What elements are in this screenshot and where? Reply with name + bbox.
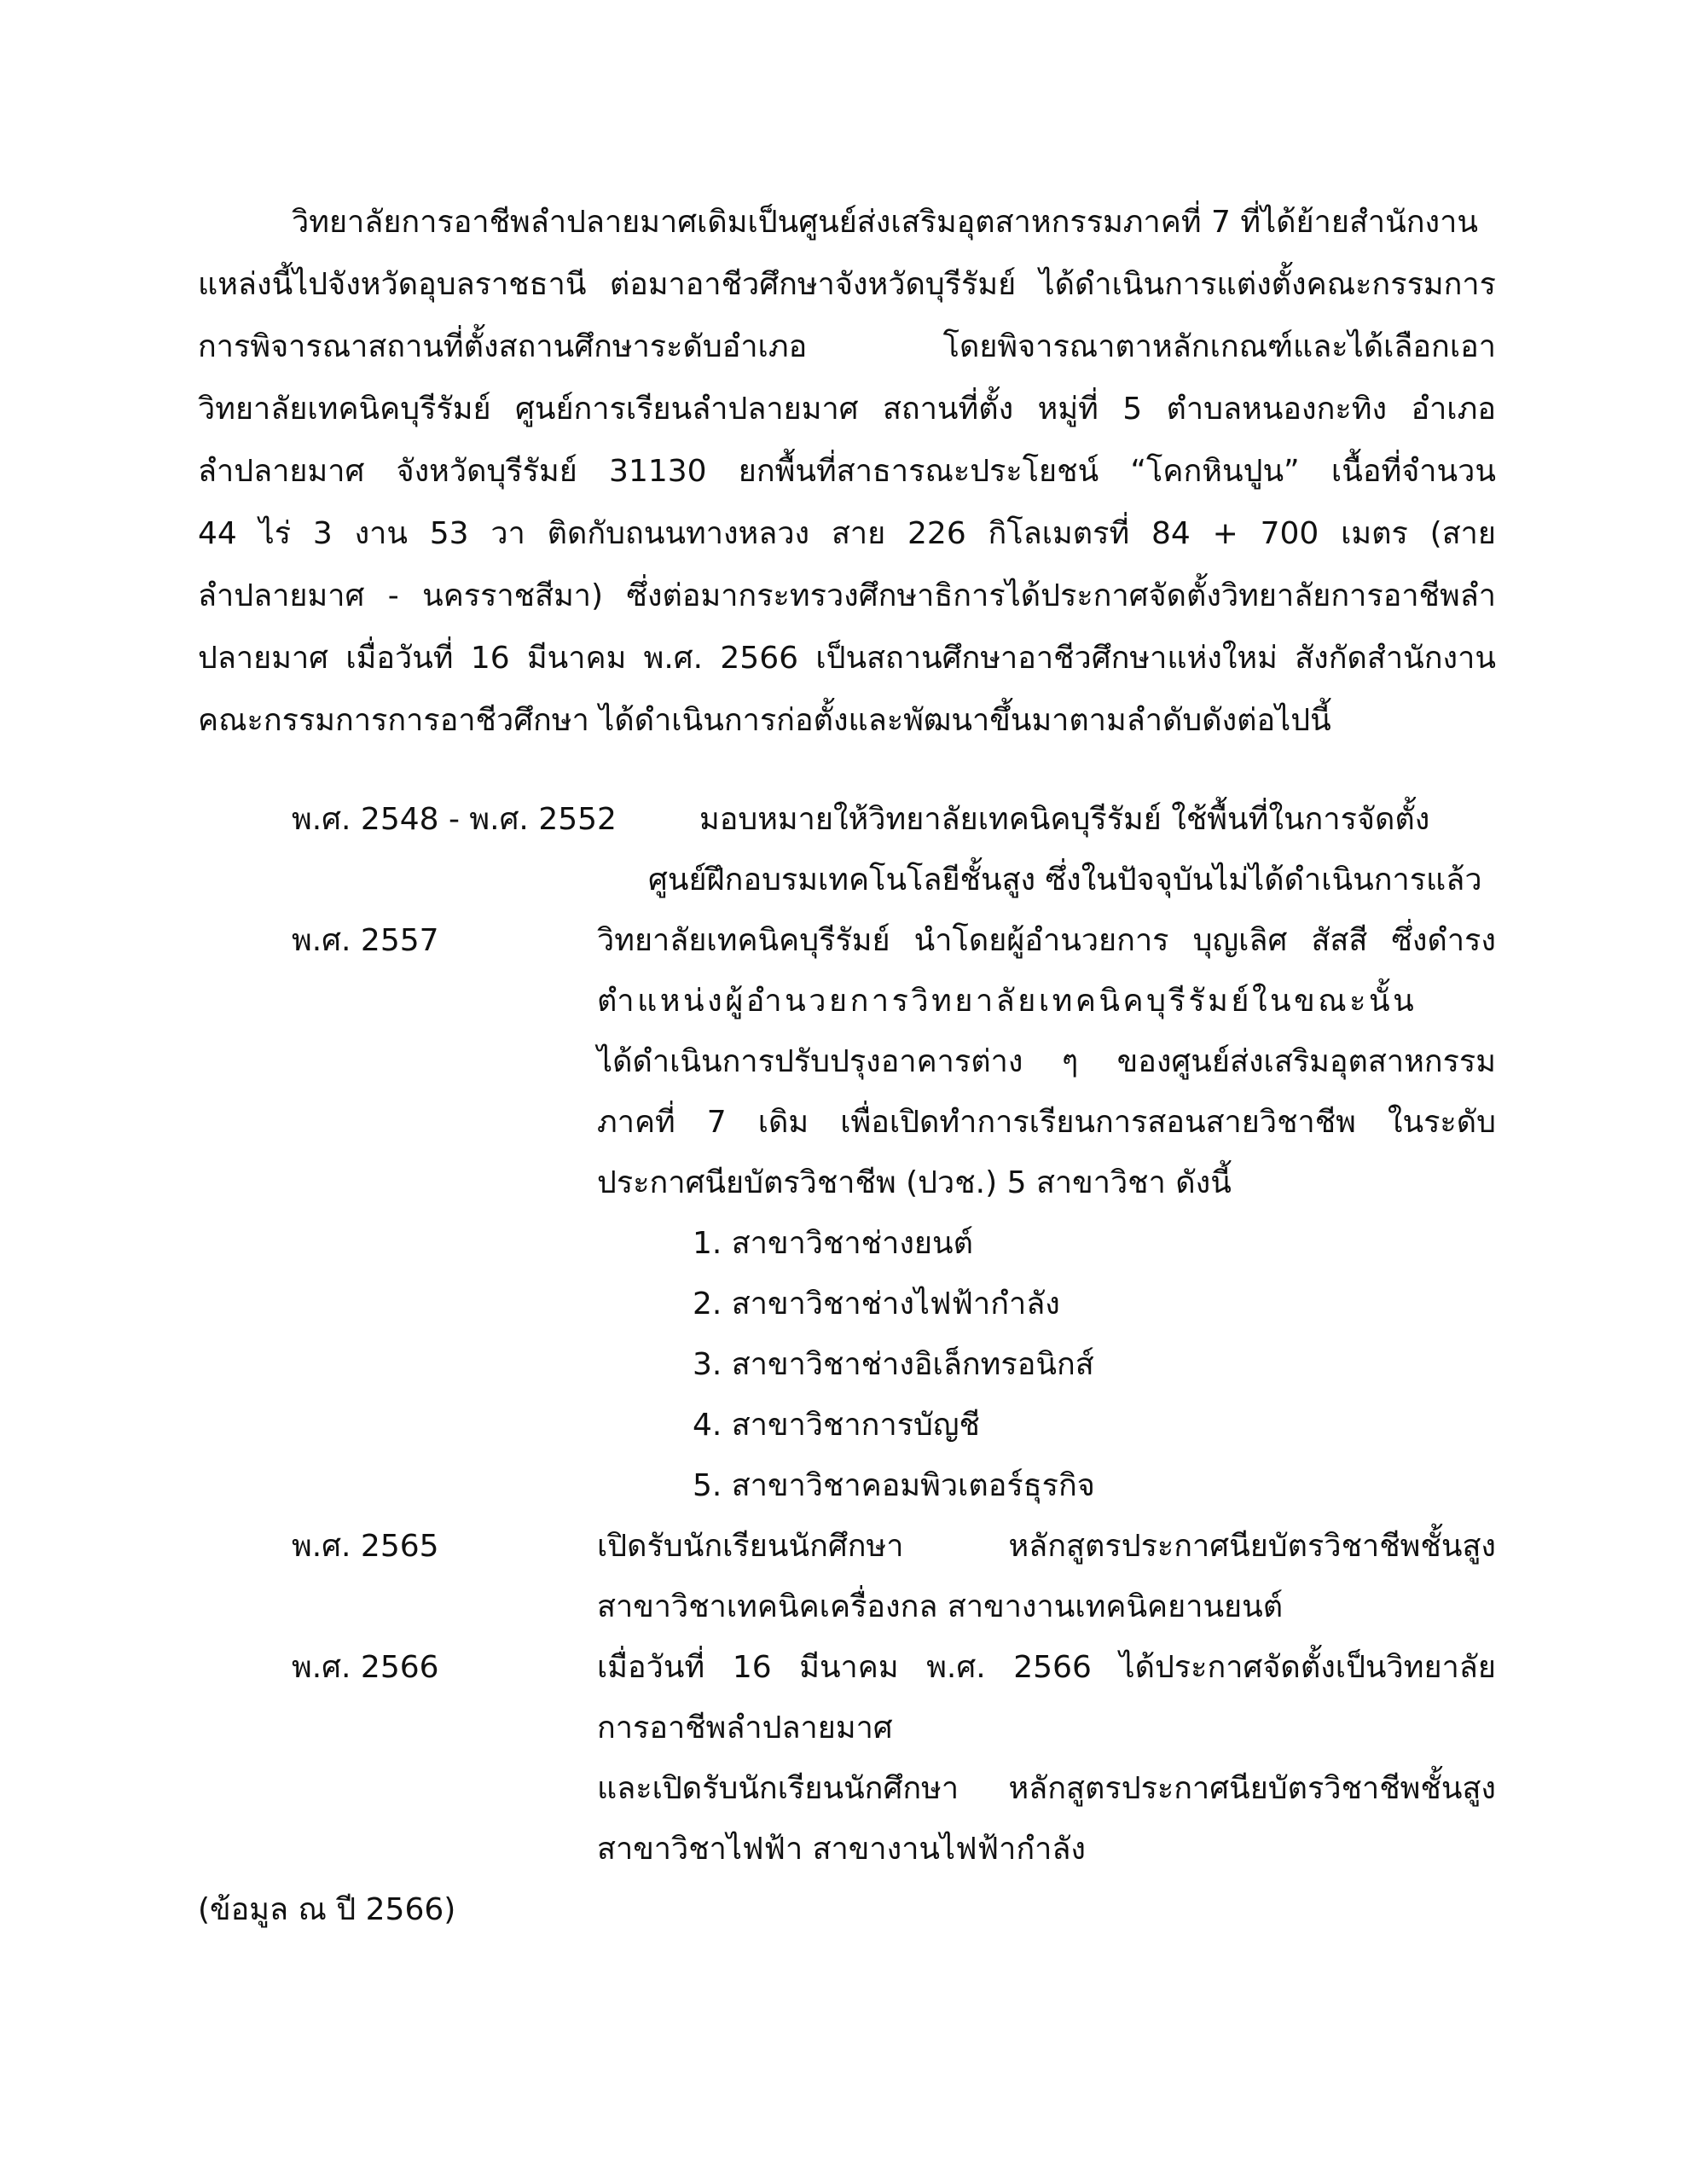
intro-line-6: 44 ไร่ 3 งาน 53 วา ติดกับถนนทางหลวง สาย 226 กิโลเมตรที่ 84 + 700 เมตร (สาย [198, 516, 1496, 551]
intro-line-5: ลำปลายมาศ จังหวัดบุรีรัมย์ 31130 ยกพื้นที่สาธารณะประโยชน์ “โคกหินปูน” เนื้อที่จำนวน [198, 454, 1496, 489]
major-item-2: 2. สาขาวิชาช่างไฟฟ้ากำลัง [693, 1287, 1060, 1321]
data-year-note: (ข้อมูล ณ ปี 2566) [198, 1892, 456, 1927]
timeline-2548-line-2: ศูนย์ฝึกอบรมเทคโนโลยีชั้นสูง ซึ่งในปัจจุบันไม่ได้ดำเนินการแล้ว [648, 863, 1482, 897]
timeline-2557-line-4: ภาคที่ 7 เดิม เพื่อเปิดทำการเรียนการสอนสายวิชาชีพ ในระดับ [597, 1105, 1496, 1140]
timeline-2565-line-2: สาขาวิชาเทคนิคเครื่องกล สาขางานเทคนิคยานยนต์ [597, 1589, 1284, 1624]
timeline-2557-line-3: ได้ดำเนินการปรับปรุงอาคารต่าง ๆ ของศูนย์ส่งเสริมอุตสาหกรรม [597, 1044, 1496, 1079]
timeline-2557-line-5: ประกาศนียบัตรวิชาชีพ (ปวช.) 5 สาขาวิชา ดังนี้ [597, 1165, 1232, 1200]
intro-line-7: ลำปลายมาศ - นครราชสีมา) ซึ่งต่อมากระทรวงศึกษาธิการได้ประกาศจัดตั้งวิทยาลัยการอาชีพลำ [198, 578, 1496, 613]
intro-line-3: การพิจารณาสถานที่ตั้งสถานศึกษาระดับอำเภอ โดยพิจารณาตาหลักเกณฑ์และได้เลือกเอา [198, 329, 1496, 364]
timeline-2565-line-1: เปิดรับนักเรียนนักศึกษา หลักสูตรประกาศนียบัตรวิชาชีพชั้นสูง [597, 1529, 1496, 1564]
major-item-4: 4. สาขาวิชาการบัญชี [693, 1408, 980, 1443]
intro-line-4: วิทยาลัยเทคนิคบุรีรัมย์ ศูนย์การเรียนลำปลายมาศ สถานที่ตั้ง หมู่ที่ 5 ตำบลหนองกะทิง อำเภอ [198, 392, 1496, 427]
timeline-2557-line-2: ตำแหน่งผู้อำนวยการวิทยาลัยเทคนิคบุรีรัมย์ในขณะนั้น [597, 984, 1417, 1019]
timeline-year-2565: พ.ศ. 2565 [292, 1529, 439, 1564]
timeline-year-2566: พ.ศ. 2566 [292, 1650, 439, 1685]
major-item-3: 3. สาขาวิชาช่างอิเล็กทรอนิกส์ [693, 1347, 1094, 1382]
timeline-2566-line-4: สาขาวิชาไฟฟ้า สาขางานไฟฟ้ากำลัง [597, 1832, 1086, 1867]
major-item-5: 5. สาขาวิชาคอมพิวเตอร์ธุรกิจ [693, 1468, 1095, 1503]
timeline-2566-line-3: และเปิดรับนักเรียนนักศึกษา หลักสูตรประกาศนียบัตรวิชาชีพชั้นสูง [597, 1771, 1496, 1806]
intro-line-8: ปลายมาศ เมื่อวันที่ 16 มีนาคม พ.ศ. 2566 เป็นสถานศึกษาอาชีวศึกษาแห่งใหม่ สังกัดสำนักงาน [198, 641, 1496, 676]
timeline-2566-line-1: เมื่อวันที่ 16 มีนาคม พ.ศ. 2566 ได้ประกาศจัดตั้งเป็นวิทยาลัย [597, 1650, 1496, 1685]
timeline-2548-line-1: มอบหมายให้วิทยาลัยเทคนิคบุรีรัมย์ ใช้พื้นที่ในการจัดตั้ง [699, 802, 1430, 837]
intro-line-9: คณะกรรมการการอาชีวศึกษา ได้ดำเนินการก่อตั้งและพัฒนาขึ้นมาตามลำดับดังต่อไปนี้ [198, 703, 1331, 738]
timeline-year-2557: พ.ศ. 2557 [292, 923, 439, 958]
timeline-year-2548: พ.ศ. 2548 - พ.ศ. 2552 [292, 802, 617, 837]
intro-line-1: วิทยาลัยการอาชีพลำปลายมาศเดิมเป็นศูนย์ส่งเสริมอุตสาหกรรมภาคที่ 7 ที่ได้ย้ายสำนักงาน [292, 205, 1478, 240]
timeline-2566-line-2: การอาชีพลำปลายมาศ [597, 1711, 893, 1745]
intro-line-2: แหล่งนี้ไปจังหวัดอุบลราชธานี ต่อมาอาชีวศึกษาจังหวัดบุรีรัมย์ ได้ดำเนินการแต่งตั้งคณะกรรมการ [198, 267, 1496, 302]
timeline-2557-line-1: วิทยาลัยเทคนิคบุรีรัมย์ นำโดยผู้อำนวยการ บุญเลิศ สัสสี ซึ่งดำรง [597, 923, 1496, 958]
major-item-1: 1. สาขาวิชาช่างยนต์ [693, 1226, 973, 1261]
